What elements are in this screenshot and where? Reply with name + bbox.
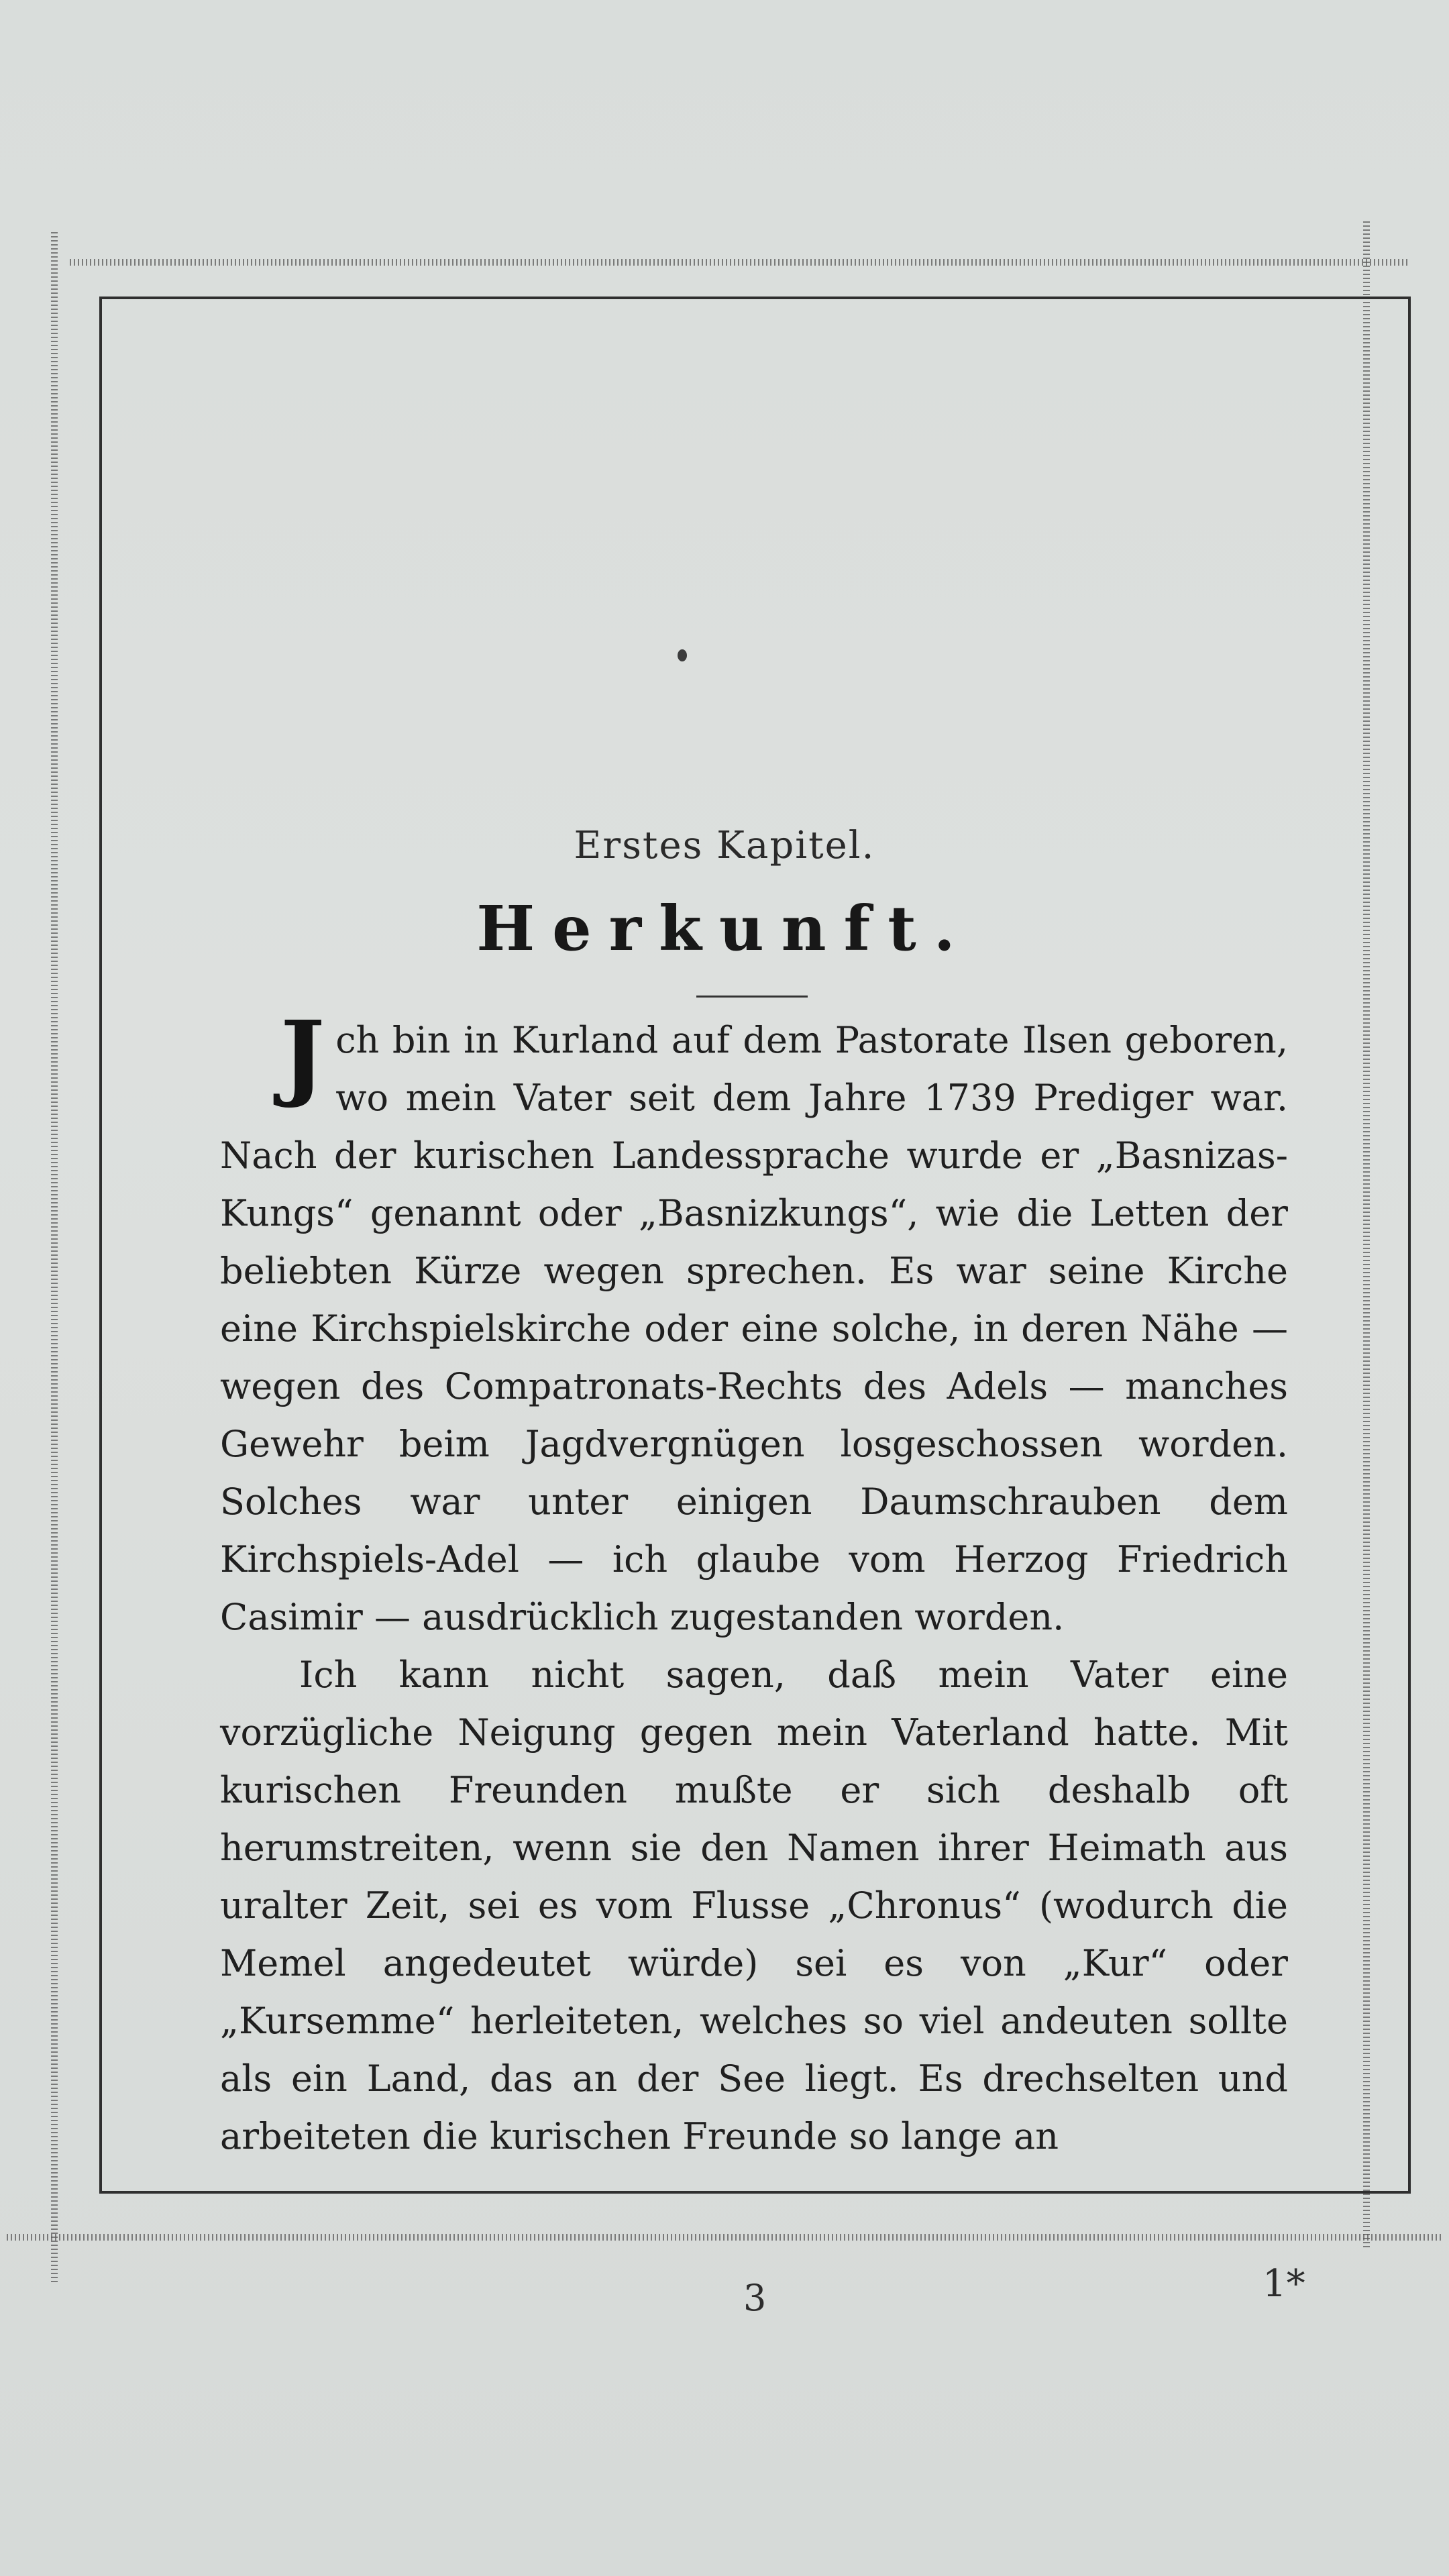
- body-text: [220, 1001, 1288, 2165]
- bottom-decorative-rule: [7, 2234, 1442, 2241]
- signature-mark: 1*: [1263, 2262, 1305, 2306]
- title-underline: [696, 996, 808, 998]
- chapter-heading: Erstes Kapitel.: [574, 824, 875, 867]
- paragraph-2: Ich kann nicht sagen, daß mein Vater eine vorzügliche Neigung gegen mein Vaterland hatte. Mit kurischen Freunden mußte er sich deshalb oft herumstreiten, wenn sie den Namen ihrer Heimath aus uralter Zeit, sei es vom Flusse „Chronus“ (wodurch die Memel angedeutet würde) sei es von „Kur“ oder „Kursemme“ herleiteten, welches so viel andeuten sollte als ein Land, das an der See liegt. Es drechselten und arbeiteten die kurischen Freunde so lange an: [220, 1654, 1288, 2157]
- left-decorative-rule: [51, 232, 58, 2285]
- ink-speck: [678, 649, 687, 661]
- top-decorative-rule: [70, 259, 1409, 266]
- chapter-title: Herkunft.: [476, 892, 973, 965]
- paragraph-1: [220, 1001, 1288, 1646]
- paragraph-1-text: ch bin in Kurland auf dem Pastorate Ilsen geboren, wo mein Vater seit dem Jahre 1739 Prediger war. Nach der kurischen Landessprache wurde er „Basnizas-Kungs“ genannt oder „Basnizkungs“, wie die Letten der beliebten Kürze wegen sprechen. Es war seine Kirche eine Kirchspielskirche oder eine solche, in deren Nähe — wegen des Compatronats-Rechts des Adels — manches Gewehr beim Jagdvergnügen losgeschossen worden. Solches war unter einigen Daumschrauben dem Kirchspiels-Adel — ich glaube vom Herzog Friedrich Casimir — ausdrücklich zugestanden worden.: [220, 1019, 1288, 1638]
- drop-cap-initial: J: [280, 1001, 325, 1111]
- page-number: 3: [743, 2277, 767, 2319]
